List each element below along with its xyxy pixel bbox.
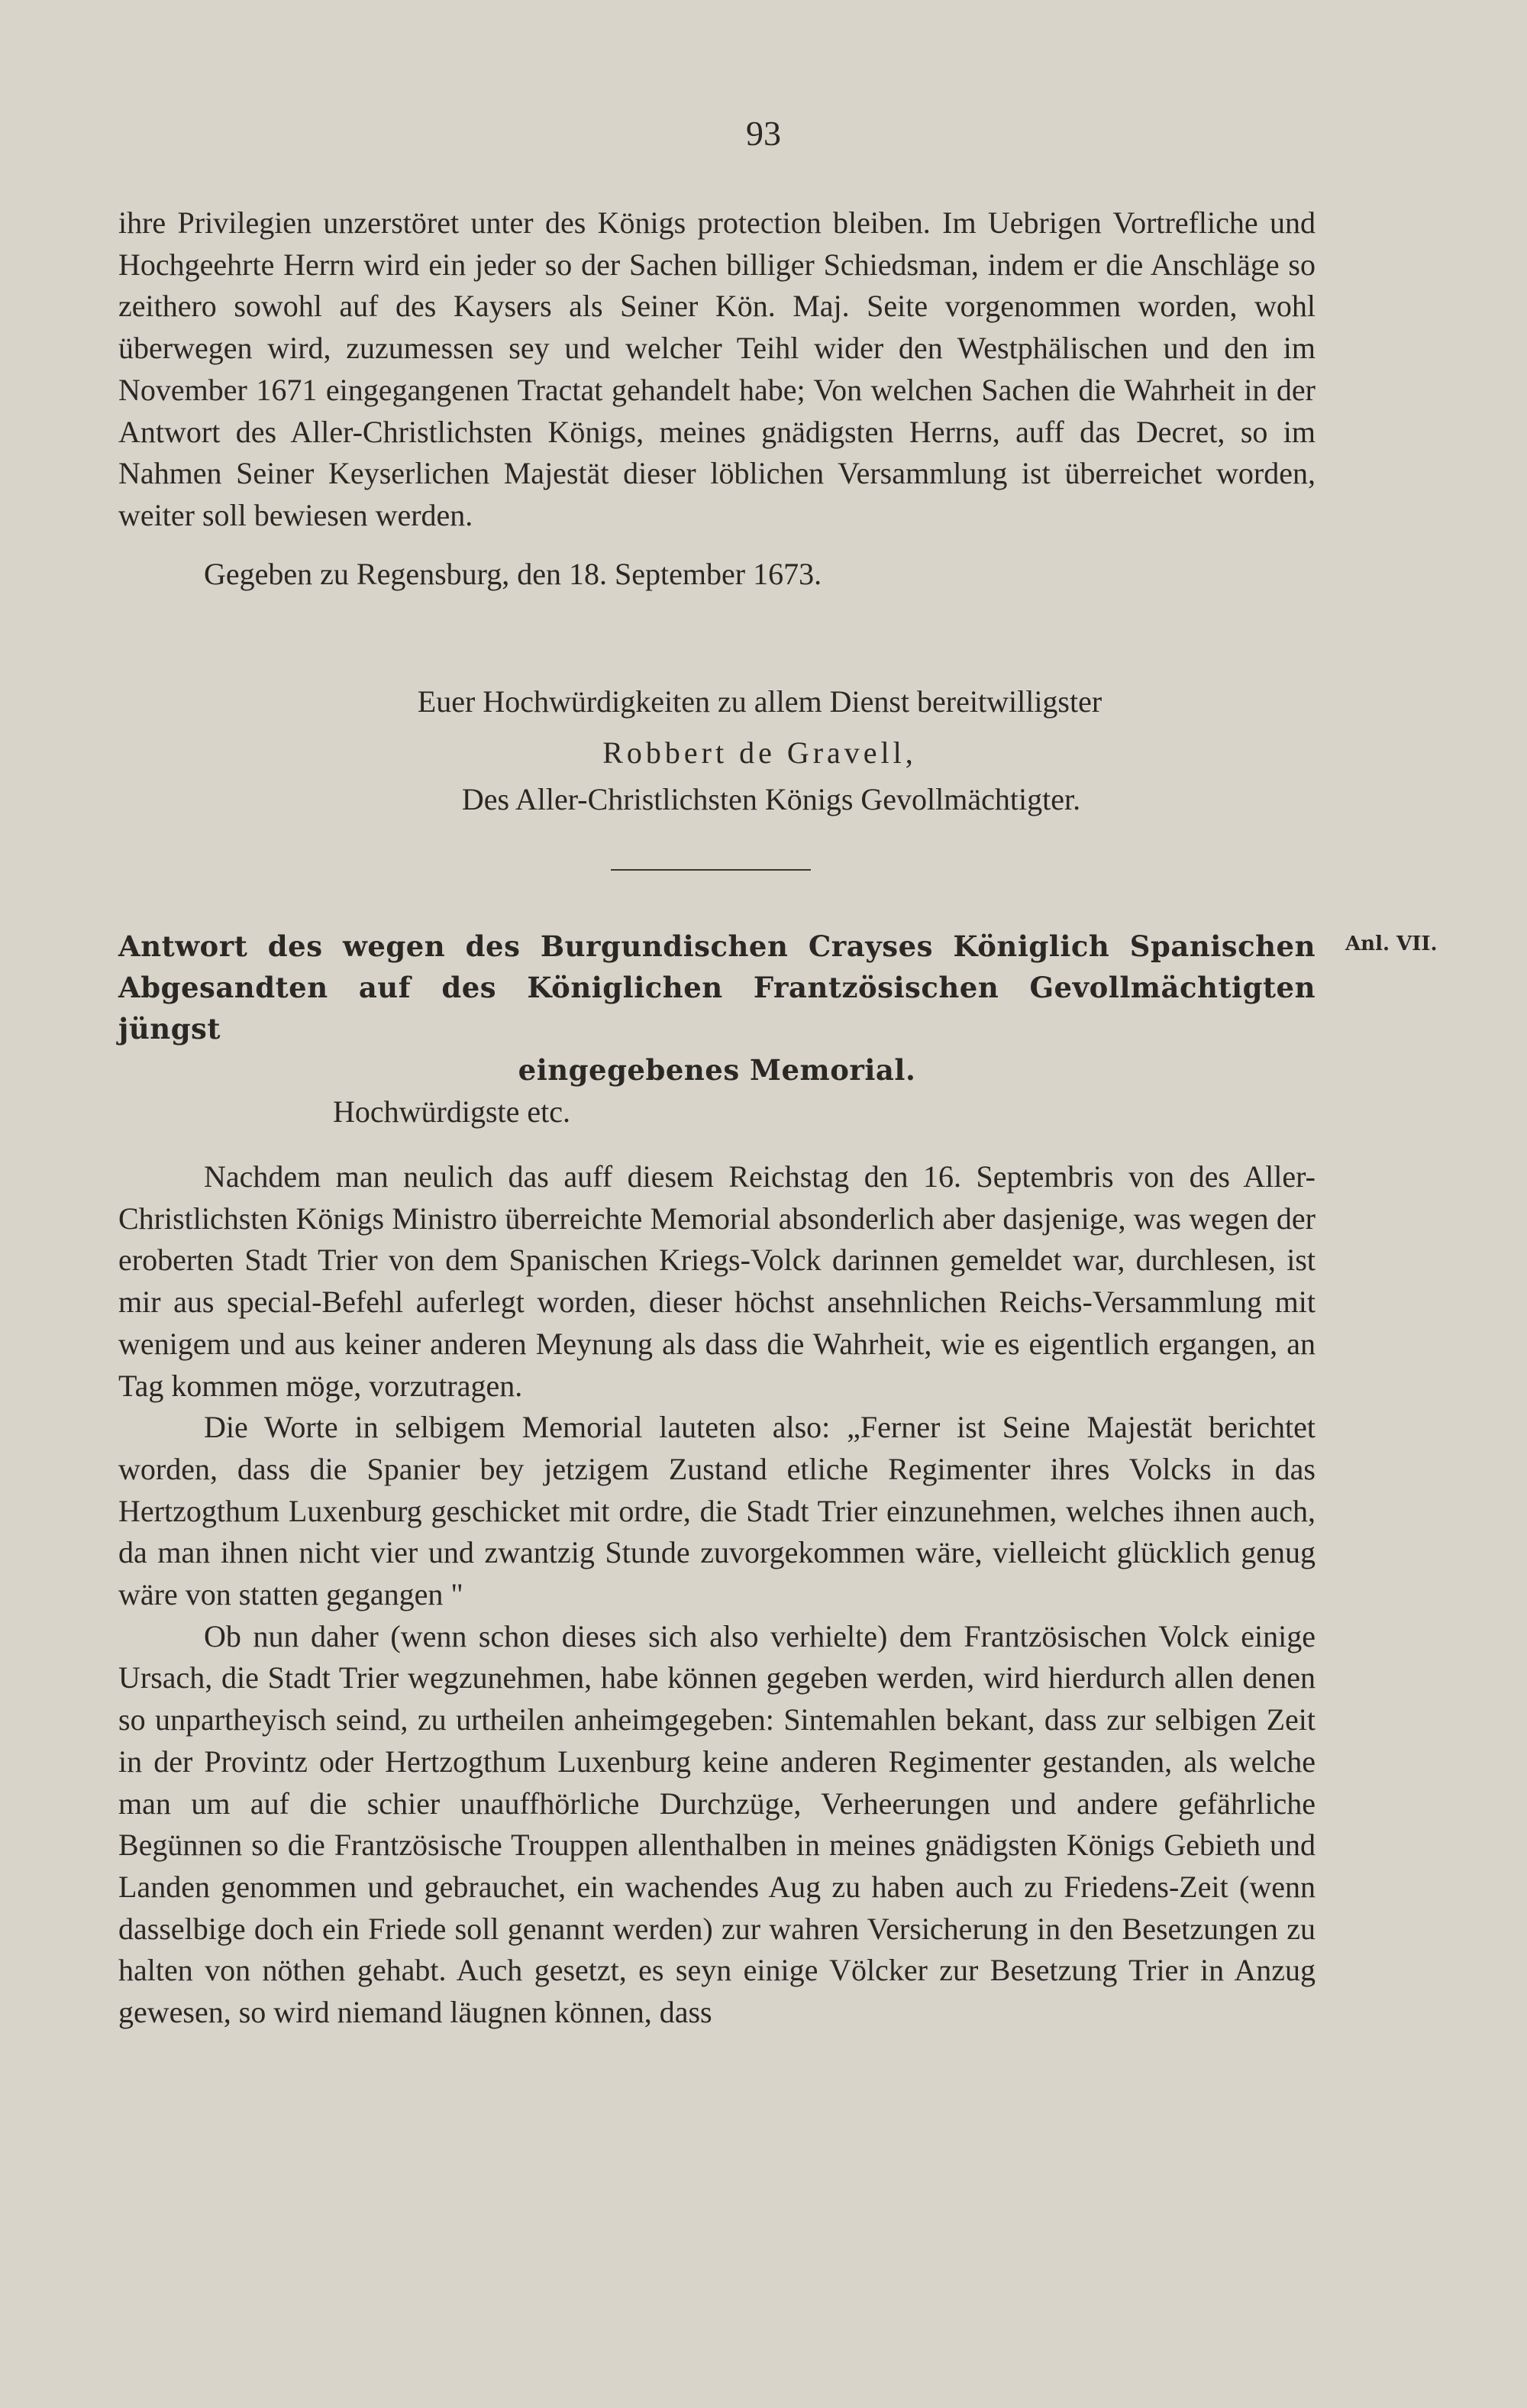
heading-line: Antwort des wegen des Burgundischen Crayses Königlich Spanischen: [118, 929, 1316, 963]
date-line: Gegeben zu Regensburg, den 18. September 1673.: [204, 556, 822, 591]
paragraph: Ob nun daher (wenn schon dieses sich also verhielte) dem Frantzösischen Volck einige Ursach, die Stadt Trier wegzunehmen, habe können gegeben werden, wird hierdurch allen denen so unpartheyisch seind, zu urtheilen anheimgegeben: Sintemahlen bekant, dass zur selbigen Zeit in der Provintz oder Hertzogthum Luxenburg keine anderen Regimenter gestanden, als welche man um auf die schier unauffhörliche Durchzüge, Verheerungen und andere gefährliche Begünnen so die Frantzösische Trouppen allenthalben in meines gnädigsten Königs Gebieth und Landen genommen und gebrauchet, ein wachendes Aug zu haben auch zu Friedens-Zeit (wenn dasselbige doch ein Friede soll genannt werden) zur wahren Versicherung in den Besetzungen zu halten von nöthen gehabt. Auch gesetzt, es seyn einige Völcker zur Besetzung Trier in Anzug gewesen, so wird niemand läugnen können, dass: [118, 1618, 1316, 2030]
paragraph: ihre Privilegien unzerstöret unter des Königs protection bleiben. Im Uebrigen Vortrefliche und Hochgeehrte Herrn wird ein jeder so der Sachen billiger Schiedsman, indem er die Anschläge so zeithero sowohl auf des Kaysers als Seiner Kön. Maj. Seite vorgenommen worden, wohl überwegen wird, zuzumessen sey und welcher Teihl wider den Westphälischen und den im November 1671 eingegangenen Tractat gehandelt habe; Von welchen Sachen die Wahrheit in der Antwort des Aller-Christlichsten Königs, meines gnädigsten Herrns, auff das Decret, so im Nahmen Seiner Keyserlichen Majestät dieser löblichen Versammlung ist überreichet worden, weiter soll bewiesen werden.: [118, 205, 1316, 532]
heading-line: eingegebenes Memorial.: [518, 1053, 916, 1087]
salutation: Hochwürdigste etc.: [333, 1094, 571, 1129]
signatory-title: Des Aller-Christlichsten Königs Gevollmächtigter.: [461, 782, 1081, 816]
signatory-name: Robbert de Gravell,: [602, 735, 917, 770]
heading-line: Abgesandten auf des Königlichen Frantzösischen Gevollmächtigten jüngst: [118, 971, 1316, 1046]
closing-formula: Euer Hochwürdigkeiten zu allem Dienst bereitwilligster: [417, 684, 1102, 719]
paragraph: Die Worte in selbigem Memorial lauteten also: „Ferner ist Seine Majestät berichtet worden, dass die Spanier bey jetzigem Zustand etliche Regimenter ihres Volcks in das Hertzogthum Luxenburg geschicket mit ordre, die Stadt Trier einzunehmen, welches ihnen auch, da man ihnen nicht vier und zwantzig Stunde zuvorgekommen wäre, vielleicht glücklich genug wäre von statten gegangen ": [118, 1410, 1316, 1612]
main-text-block: [118, 1156, 1316, 2034]
paragraph: Nachdem man neulich das auff diesem Reichstag den 16. Septembris von des Aller-Christlichsten Königs Ministro überreichte Memorial absonderlich aber dasjenige, was wegen der eroberten Stadt Trier von dem Spanischen Kriegs-Volck darinnen gemeldet war, durchlesen, ist mir aus special-Befehl auferlegt worden, dieser höchst ansehnlichen Reichs-Versammlung mit wenigem und aus keiner anderen Meynung als dass die Wahrheit, wie es eigentlich ergangen, an Tag kommen möge, vorzutragen.: [118, 1159, 1316, 1403]
annex-label: Anl. VII.: [1345, 932, 1438, 955]
section-heading: [118, 926, 1316, 1091]
page-number: 93: [746, 114, 781, 153]
closing-text-block: [118, 202, 1316, 595]
section-divider: [611, 869, 811, 871]
